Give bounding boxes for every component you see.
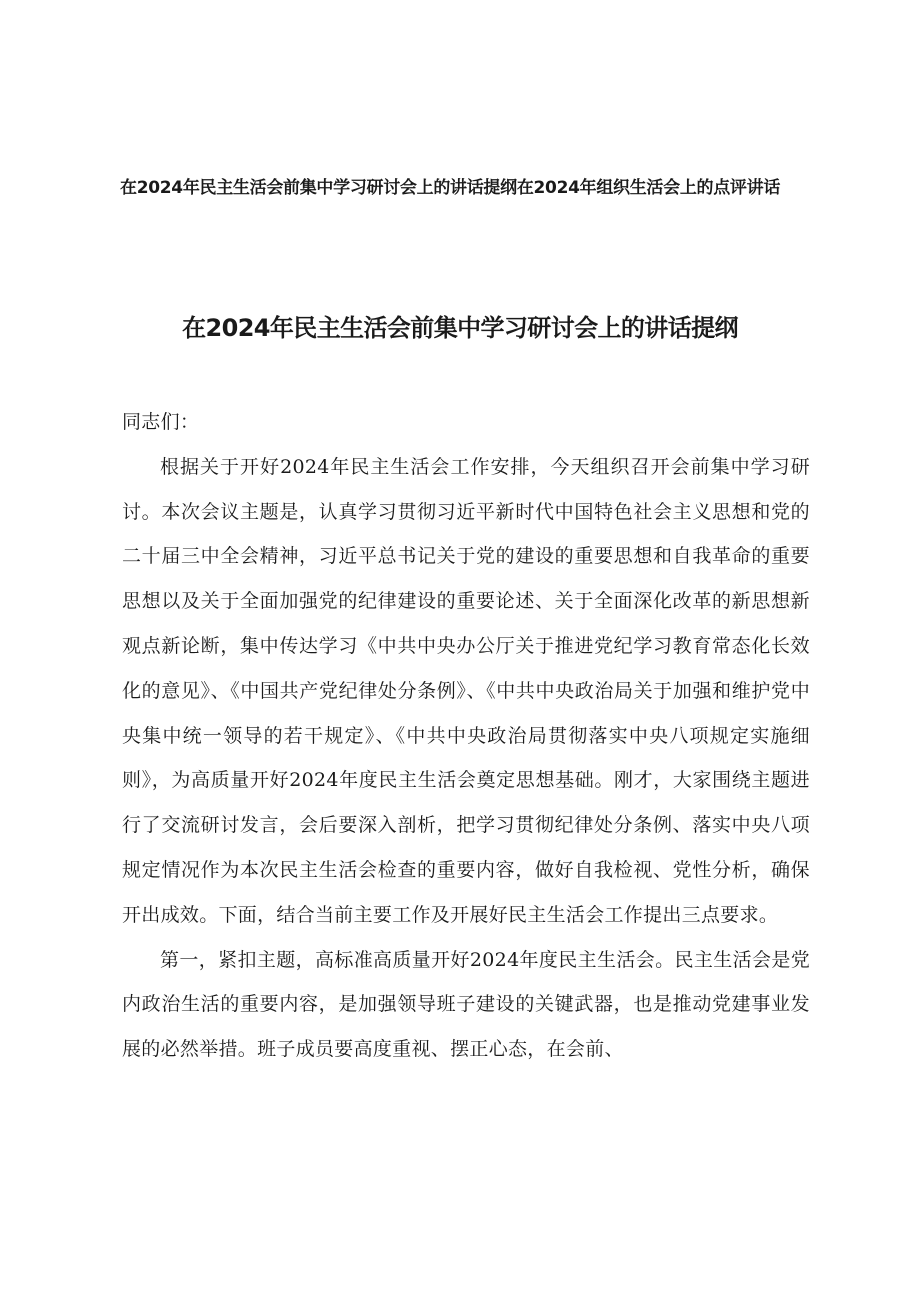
paragraph-intro: 根据关于开好2024年民主生活会工作安排，今天组织召开会前集中学习研讨。本次会议主题是，认真学习贯彻习近平新时代中国特色社会主义思想和党的二十届三中全会精神，习近平总书记关于党的建设的重要思想和自我革命的重要思想以及关于全面加强党的纪律建设的重要论述、关于全面深化改革的新思想新观点新论断，集中传达学习《中共中央办公厅关于推进党纪学习教育常态化长效化的意见》、《中国共产党纪律处分条例》、《中共中央政治局关于加强和维护党中央集中统一领导的若干规定》、《中共中央政治局贯彻落实中央八项规定实施细则》，为高质量开好2024年度民主生活会奠定思想基础。刚才，大家围绕主题进行了交流研讨发言，会后要深入剖析，把学习贯彻纪律处分条例、落实中央八项规定情况作为本次民主生活会检查的重要内容，做好自我检视、党性分析，确保开出成效。下面，结合当前主要工作及开展好民主生活会工作提出三点要求。 <box>122 455 810 926</box>
document-title: 在2024年民主生活会前集中学习研讨会上的讲话提纲在2024年组织生活会上的点评讲话 <box>120 178 781 198</box>
section-heading: 在2024年民主生活会前集中学习研讨会上的讲话提纲 <box>182 314 738 342</box>
paragraph-first-point: 第一，紧扣主题，高标准高质量开好2024年度民主生活会。民主生活会是党内政治生活的重要内容，是加强领导班子建设的关键武器，也是推动党建事业发展的必然举措。班子成员要高度重视、摆正心态，在会前、 <box>122 948 810 1061</box>
salutation: 同志们： <box>122 411 200 433</box>
document-body <box>122 400 810 1072</box>
